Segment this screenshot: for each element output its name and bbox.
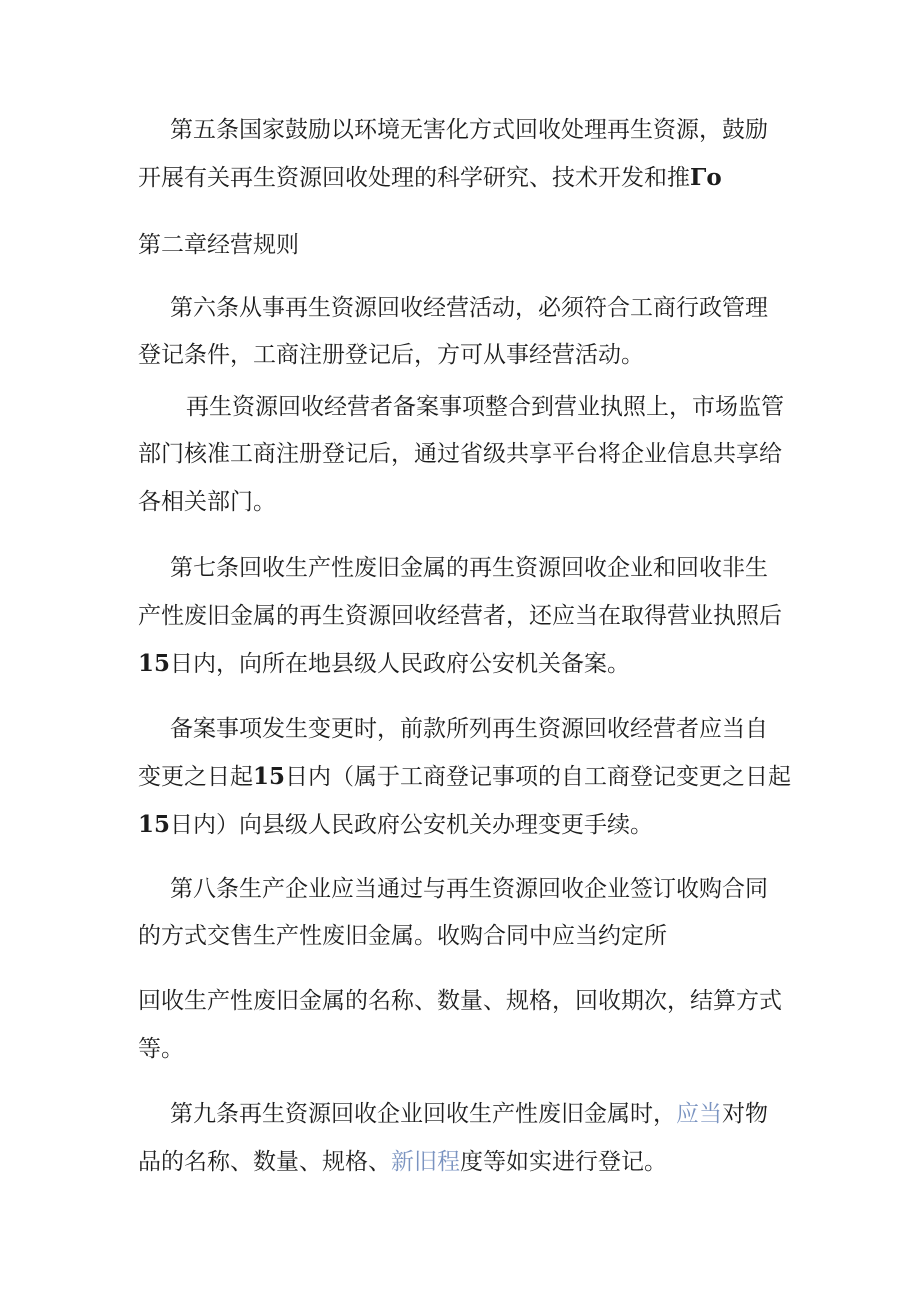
article-7-line-2: 产性废旧金属的再生资源回收经营者，还应当在取得营业执照后 [138,603,782,629]
article-7b-line-2-a: 变更之日起 [138,764,253,790]
article-7-days-number: 15 [138,650,171,677]
article-7-line-3 [138,649,630,679]
article-9-line-2-b: 度等如实进行登记。 [460,1149,667,1175]
article-6b-line-2: 部门核准工商注册登记后，通过省级共享平台将企业信息共享给 [138,441,782,467]
article-7b-line-1: 备案事项发生变更时，前款所列再生资源回收经营者应当自 [170,716,768,742]
article-9-line-1-b: 对物 [722,1101,768,1127]
article-7b-days-number-2: 15 [138,811,171,838]
article-7-line-3-text: 日内，向所在地县级人民政府公安机关备案。 [170,651,631,677]
article-7b-days-number-1: 15 [253,763,286,790]
article-6b-line-1: 再生资源回收经营者备案事项整合到营业执照上，市场监管 [186,394,784,420]
article-6-line-2: 登记条件，工商注册登记后，方可从事经营活动。 [138,342,644,368]
article-9-line-2-a: 品的名称、数量、规格、 [138,1149,391,1175]
article-7b-line-2 [138,762,791,792]
article-9-line-2 [138,1147,667,1177]
article-8-line-4: 等。 [138,1036,184,1062]
article-8-line-3: 回收生产性废旧金属的名称、数量、规格，回收期次，结算方式 [138,988,782,1014]
article-7b-line-3-text: 日内）向县级人民政府公安机关办理变更手续。 [170,812,654,838]
article-9-highlight-1: 应当 [676,1101,722,1127]
article-8-line-2: 的方式交售生产性废旧金属。收购合同中应当约定所 [138,923,667,949]
article-9-line-1-a: 第九条再生资源回收企业回收生产性废旧金属时， [170,1101,676,1127]
article-6-line-1: 第六条从事再生资源回收经营活动，必须符合工商行政管理 [170,295,768,321]
article-8-line-1: 第八条生产企业应当通过与再生资源回收企业签订收购合同 [170,876,768,902]
article-7b-line-2-b: 日内（属于工商登记事项的自工商登记变更之日起 [285,764,792,790]
chapter-2-heading: 第二章经营规则 [138,232,299,258]
article-5-line-2-end: Γo [690,164,722,191]
article-6b-line-3: 各相关部门。 [138,489,276,515]
article-5-line-2 [138,163,722,193]
article-5-line-2-text: 开展有关再生资源回收处理的科学研究、技术开发和推 [138,165,690,191]
article-5-line-1: 第五条国家鼓励以环境无害化方式回收处理再生资源，鼓励 [170,117,768,143]
article-7-line-1: 第七条回收生产性废旧金属的再生资源回收企业和回收非生 [170,555,768,581]
article-9-line-1 [170,1099,768,1129]
article-7b-line-3 [138,810,653,840]
article-9-highlight-2: 新旧程 [391,1149,460,1175]
